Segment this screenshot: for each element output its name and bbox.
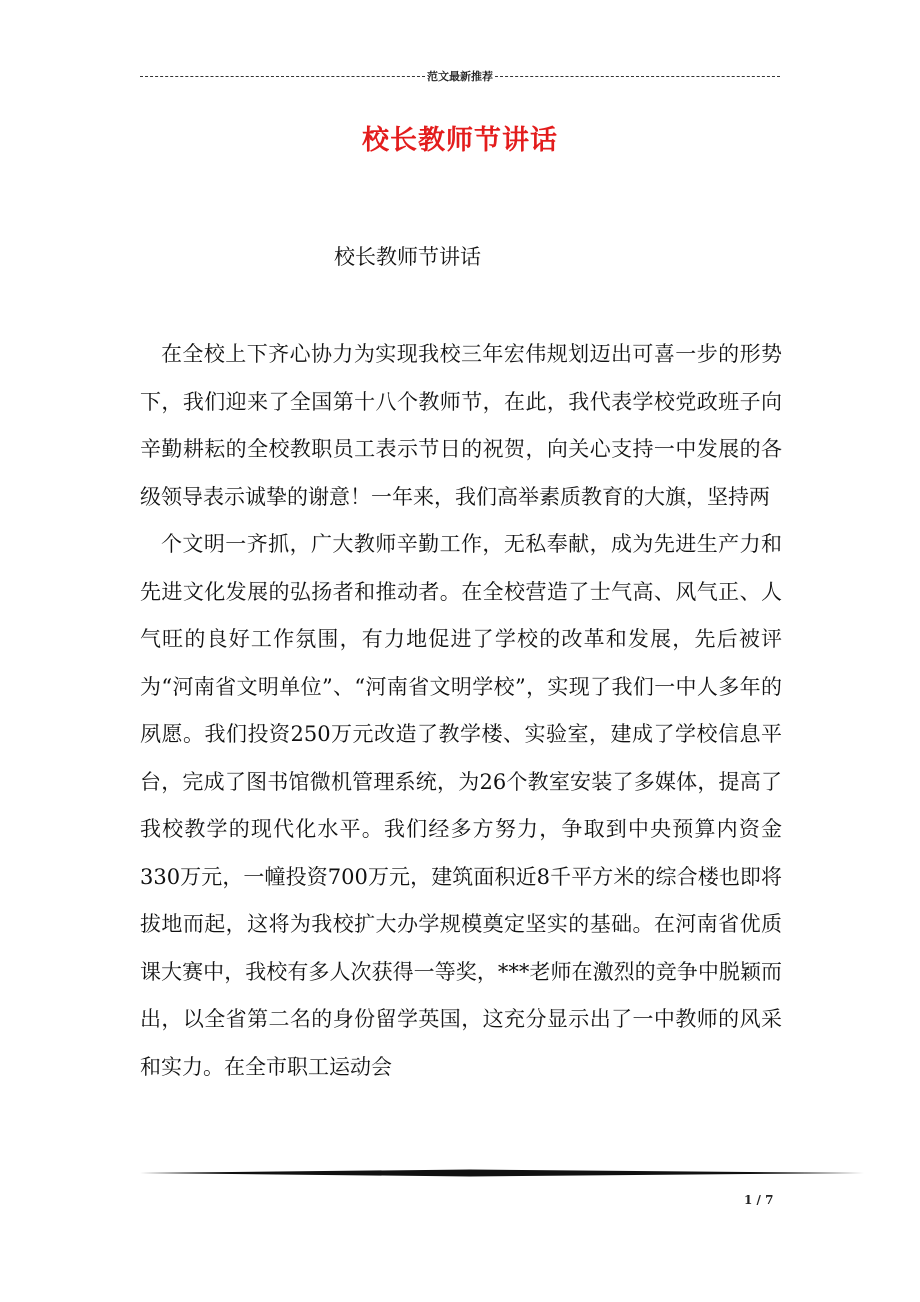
header-dash-right (495, 76, 780, 77)
paragraph: 在全校上下齐心协力为实现我校三年宏伟规划迈出可喜一步的形势下，我们迎来了全国第十八个教师节，在此，我代表学校党政班子向辛勤耕耘的全校教职员工表示节日的祝贺，向关心支持一中发展的各级领导表示诚挚的谢意！一年来，我们高举素质教育的大旗，坚持两 (140, 342, 782, 509)
document-body (140, 331, 782, 1091)
paragraph: 个文明一齐抓，广大教师辛勤工作，无私奉献，成为先进生产力和先进文化发展的弘扬者和推动者。在全校营造了士气高、风气正、人气旺的良好工作氛围，有力地促进了学校的改革和发展，先后被评为“河南省文明单位”、“河南省文明学校”，实现了我们一中人多年的夙愿。我们投资250万元改造了教学楼、实验室，建成了学校信息平台，完成了图书馆微机管理系统，为26个教室安装了多媒体，提高了我校教学的现代化水平。我们经多方努力，争取到中央预算内资金330万元，一幢投资700万元，建筑面积近8千平方米的综合楼也即将拔地而起，这将为我校扩大办学规模奠定坚实的基础。在河南省优质课大赛中，我校有多人次获得一等奖，***老师在激烈的竞争中脱颖而出，以全省第二名的身份留学英国，这充分显示出了一中教师的风采和实力。在全市职工运动会 (140, 532, 782, 1079)
header-dash-left (140, 76, 425, 77)
page-number: 1 / 7 (744, 1193, 774, 1207)
header-label: 范文最新推荐 (427, 70, 493, 83)
document-title: 校长教师节讲话 (362, 125, 558, 156)
page-header (140, 68, 780, 84)
footer-rule (140, 1168, 864, 1178)
document-subtitle: 校长教师节讲话 (334, 245, 481, 269)
